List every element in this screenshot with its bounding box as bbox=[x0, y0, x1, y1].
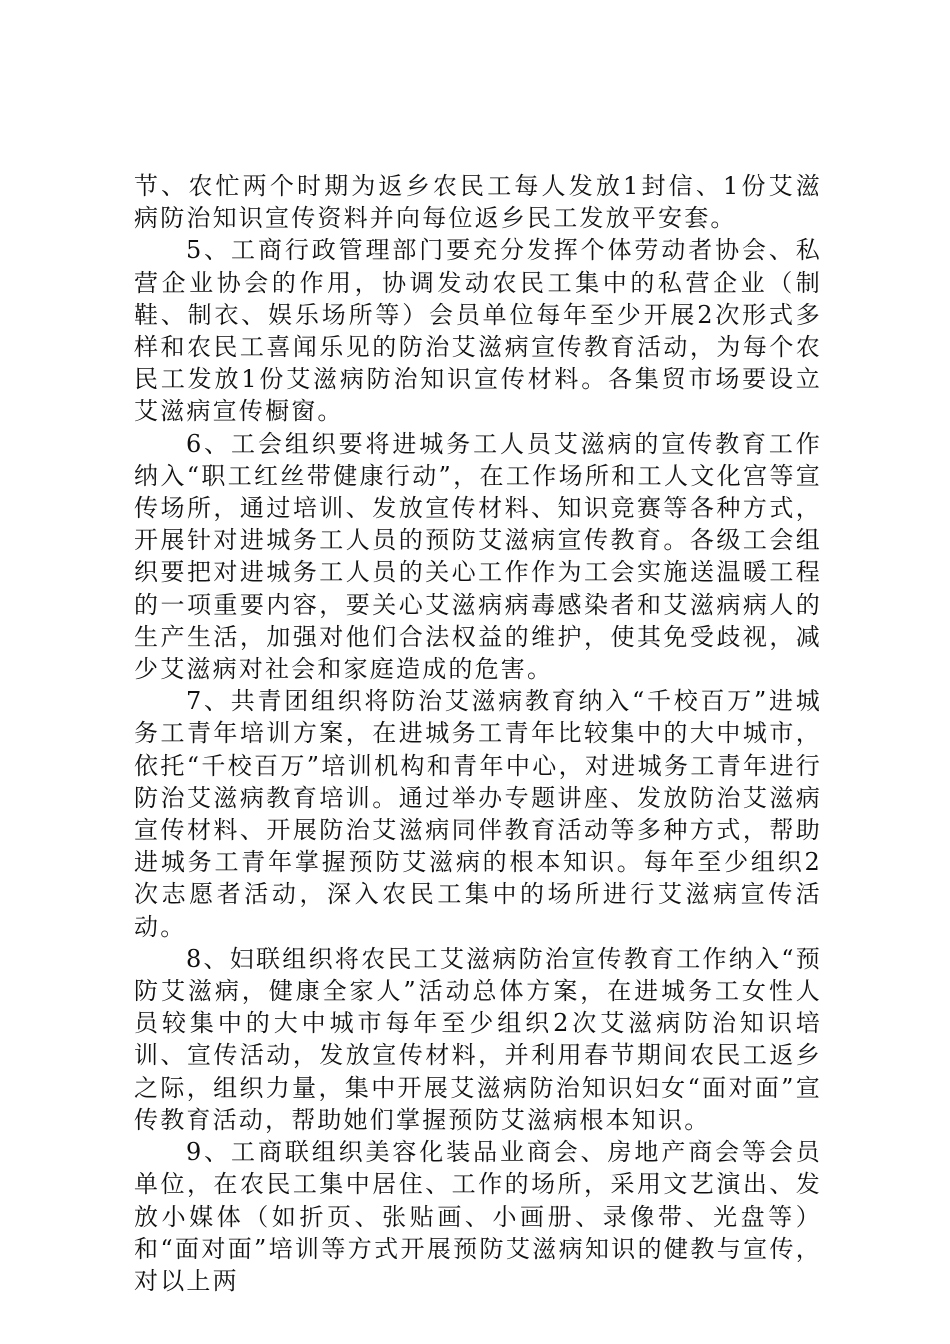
paragraph-continuation: 节、农忙两个时期为返乡农民工每人发放1封信、1份艾滋病防治知识宣传资料并向每位返乡民工发放平安套。 bbox=[134, 172, 822, 233]
paragraph-item-6: 6、工会组织要将进城务工人员艾滋病的宣传教育工作纳入“职工红丝带健康行动”，在工作场所和工人文化宫等宣传场所，通过培训、发放宣传材料、知识竞赛等各种方式，开展针对进城务工人员的预防艾滋病宣传教育。各级工会组织要把对进城务工人员的关心工作作为工会实施送温暖工程的一项重要内容，要关心艾滋病病毒感染者和艾滋病病人的生产生活，加强对他们合法权益的维护，使其免受歧视，减少艾滋病对社会和家庭造成的危害。 bbox=[134, 429, 822, 684]
paragraph-item-9: 9、工商联组织美容化装品业商会、房地产商会等会员单位，在农民工集中居住、工作的场所，采用文艺演出、发放小媒体（如折页、张贴画、小画册、录像带、光盘等）和“面对面”培训等方式开展预防艾滋病知识的健教与宣传，对以上两 bbox=[134, 1138, 822, 1295]
paragraph-item-8: 8、妇联组织将农民工艾滋病防治宣传教育工作纳入“预防艾滋病，健康全家人”活动总体方案，在进城务工女性人员较集中的大中城市每年至少组织2次艾滋病防治知识培训、宣传活动，发放宣传材料，并利用春节期间农民工返乡之际，组织力量，集中开展艾滋病防治知识妇女“面对面”宣传教育活动，帮助她们掌握预防艾滋病根本知识。 bbox=[134, 944, 822, 1134]
document-page bbox=[134, 170, 822, 1297]
paragraph-item-5: 5、工商行政管理部门要充分发挥个体劳动者协会、私营企业协会的作用，协调发动农民工集中的私营企业（制鞋、制衣、娱乐场所等）会员单位每年至少开展2次形式多样和农民工喜闻乐见的防治艾滋病宣传教育活动，为每个农民工发放1份艾滋病防治知识宣传材料。各集贸市场要设立艾滋病宣传橱窗。 bbox=[134, 236, 822, 426]
paragraph-item-7: 7、共青团组织将防治艾滋病教育纳入“千校百万”进城务工青年培训方案，在进城务工青年比较集中的大中城市，依托“千校百万”培训机构和青年中心，对进城务工青年进行防治艾滋病教育培训。通过举办专题讲座、发放防治艾滋病宣传材料、开展防治艾滋病同伴教育活动等多种方式，帮助进城务工青年掌握预防艾滋病的根本知识。每年至少组织2次志愿者活动，深入农民工集中的场所进行艾滋病宣传活动。 bbox=[134, 687, 822, 941]
